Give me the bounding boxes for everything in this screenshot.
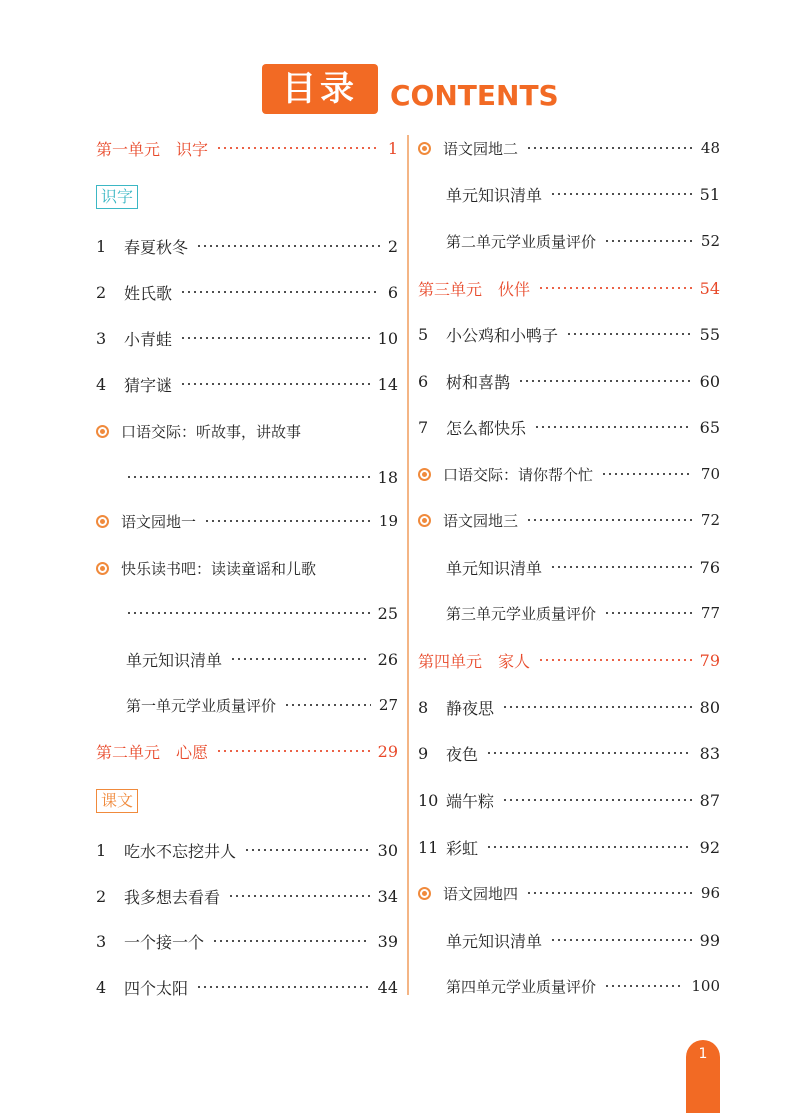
toc-unit-2[interactable]	[96, 739, 398, 763]
unit-label: 第四单元 家人	[418, 651, 531, 671]
page-number: 10	[377, 328, 398, 348]
lesson-title: 夜色	[446, 744, 479, 764]
lesson-number: 4	[96, 374, 107, 394]
toc-item[interactable]	[96, 234, 398, 258]
toc-item[interactable]	[96, 280, 398, 304]
leader-dots	[486, 846, 692, 848]
item-title: 快乐读书吧：读读童谣和儿歌	[121, 559, 317, 578]
toc-item-garden-3[interactable]	[418, 508, 720, 532]
item-title: 语文园地四	[443, 884, 519, 903]
lesson-number: 1	[96, 840, 107, 860]
circle-bullet-icon	[418, 514, 431, 527]
leader-dots	[534, 426, 692, 428]
toc-item-reading-1[interactable]	[96, 556, 398, 580]
toc-item-oral-1-page[interactable]	[126, 465, 398, 489]
lesson-number: 7	[418, 417, 429, 437]
unit-label: 第一单元 识字	[96, 139, 209, 159]
item-title: 语文园地一	[121, 512, 197, 531]
page-number: 29	[377, 741, 398, 761]
page-number: 60	[699, 371, 720, 391]
page-number: 76	[699, 557, 720, 577]
page-number: 96	[700, 884, 720, 902]
page-number: 39	[377, 931, 398, 951]
toc-item[interactable]	[96, 929, 398, 953]
circle-bullet-icon	[418, 887, 431, 900]
toc-item[interactable]	[418, 695, 720, 719]
leader-dots	[230, 658, 370, 660]
section-tag-shizi: 识字	[96, 185, 138, 209]
page-number: 44	[377, 977, 398, 997]
column-divider	[407, 135, 409, 995]
page-number: 99	[699, 930, 720, 950]
lesson-title: 猜字谜	[124, 375, 173, 395]
leader-dots	[216, 750, 370, 752]
leader-dots	[526, 519, 693, 521]
section-tag-kewen: 课文	[96, 789, 138, 813]
item-title: 第一单元学业质量评价	[126, 696, 277, 715]
circle-bullet-icon	[418, 468, 431, 481]
lesson-title: 吃水不忘挖井人	[124, 841, 237, 861]
page-number: 87	[699, 790, 720, 810]
leader-dots	[212, 940, 370, 942]
item-title: 第三单元学业质量评价	[446, 604, 597, 623]
leader-dots	[244, 849, 370, 851]
toc-item[interactable]	[96, 975, 398, 999]
page-number: 48	[700, 139, 720, 157]
page-number: 65	[699, 417, 720, 437]
leader-dots	[526, 147, 693, 149]
item-title: 第二单元学业质量评价	[446, 232, 597, 251]
lesson-title: 春夏秋冬	[124, 237, 189, 257]
lesson-title: 小青蛙	[124, 329, 173, 349]
circle-bullet-icon	[418, 142, 431, 155]
toc-item[interactable]	[418, 788, 720, 812]
page-number: 34	[377, 886, 398, 906]
item-title: 语文园地二	[443, 139, 519, 158]
leader-dots	[550, 939, 692, 941]
page-number: 92	[699, 837, 720, 857]
toc-item[interactable]	[96, 884, 398, 908]
leader-dots	[216, 147, 380, 149]
item-title: 单元知识清单	[126, 650, 223, 670]
leader-dots	[228, 895, 370, 897]
toc-item-garden-2[interactable]	[418, 136, 720, 160]
page-number: 79	[699, 650, 720, 670]
leader-dots	[126, 612, 370, 614]
unit-label: 第三单元 伙伴	[418, 279, 531, 299]
leader-dots	[601, 473, 693, 475]
toc-item[interactable]	[96, 326, 398, 350]
page-number: 100	[691, 977, 720, 995]
lesson-title: 彩虹	[446, 838, 479, 858]
item-title: 单元知识清单	[446, 931, 543, 951]
leader-dots	[604, 240, 693, 242]
toc-item-oral-3[interactable]	[418, 462, 720, 486]
page-number: 6	[387, 282, 398, 302]
leader-dots	[538, 287, 692, 289]
page-number: 27	[378, 696, 398, 714]
lesson-title: 我多想去看看	[124, 887, 221, 907]
toc-item-evaluation-4[interactable]	[446, 974, 720, 998]
lesson-number: 3	[96, 328, 107, 348]
page-number: 70	[700, 465, 720, 483]
toc-item-evaluation-1[interactable]	[126, 693, 398, 717]
page-number: 30	[377, 840, 398, 860]
leader-dots	[550, 566, 692, 568]
leader-dots	[180, 383, 370, 385]
lesson-number: 5	[418, 324, 429, 344]
lesson-title: 端午粽	[446, 791, 495, 811]
page-number: 52	[700, 232, 720, 250]
toc-item-evaluation-2[interactable]	[446, 229, 720, 253]
leader-dots	[204, 520, 371, 522]
page-number: 14	[377, 374, 398, 394]
leader-dots	[550, 193, 692, 195]
toc-unit-4[interactable]	[418, 648, 720, 672]
lesson-title: 四个太阳	[124, 978, 189, 998]
lesson-number: 9	[418, 743, 429, 763]
leader-dots	[566, 333, 692, 335]
leader-dots	[502, 799, 692, 801]
page-number: 51	[699, 184, 720, 204]
lesson-title: 怎么都快乐	[446, 418, 527, 438]
toc-item[interactable]	[418, 415, 720, 439]
leader-dots	[196, 245, 380, 247]
leader-dots	[196, 986, 370, 988]
lesson-number: 3	[96, 931, 107, 951]
leader-dots	[604, 612, 693, 614]
toc-item[interactable]	[418, 835, 720, 859]
page-number: 19	[378, 512, 398, 530]
leader-dots	[538, 659, 692, 661]
toc-item-garden-1[interactable]	[96, 509, 398, 533]
page-number: 18	[377, 467, 398, 487]
toc-unit-3[interactable]	[418, 276, 720, 300]
page-number: 80	[699, 697, 720, 717]
page-number: 77	[700, 604, 720, 622]
leader-dots	[486, 752, 692, 754]
leader-dots	[526, 892, 693, 894]
item-title: 口语交际：听故事，讲故事	[121, 422, 302, 441]
lesson-title: 静夜思	[446, 698, 495, 718]
lesson-title: 一个接一个	[124, 932, 205, 952]
item-title: 单元知识清单	[446, 185, 543, 205]
circle-bullet-icon	[96, 562, 109, 575]
circle-bullet-icon	[96, 425, 109, 438]
toc-item-garden-4[interactable]	[418, 881, 720, 905]
toc-item[interactable]	[418, 369, 720, 393]
contents-title-en: CONTENTS	[390, 79, 559, 112]
toc-item[interactable]	[96, 372, 398, 396]
toc-item[interactable]	[418, 322, 720, 346]
lesson-number: 1	[96, 236, 107, 256]
lesson-number: 8	[418, 697, 429, 717]
leader-dots	[284, 704, 371, 706]
page-number: 54	[699, 278, 720, 298]
toc-item[interactable]	[418, 741, 720, 765]
leader-dots	[518, 380, 692, 382]
lesson-number: 4	[96, 977, 107, 997]
page-number: 25	[377, 603, 398, 623]
toc-item[interactable]	[96, 838, 398, 862]
lesson-number: 6	[418, 371, 429, 391]
lesson-title: 树和喜鹊	[446, 372, 511, 392]
toc-unit-1[interactable]	[96, 136, 398, 160]
toc-item-reading-1-page[interactable]	[126, 601, 398, 625]
toc-item-knowledge-3[interactable]	[446, 555, 720, 579]
lesson-title: 小公鸡和小鸭子	[446, 325, 559, 345]
lesson-number: 10	[418, 790, 439, 810]
lesson-number: 11	[418, 837, 439, 857]
contents-title-cn: 目录	[262, 64, 378, 114]
page-number: 1	[387, 138, 398, 158]
page-number: 83	[699, 743, 720, 763]
lesson-number: 2	[96, 282, 107, 302]
page-number: 72	[700, 511, 720, 529]
leader-dots	[126, 476, 370, 478]
leader-dots	[180, 291, 380, 293]
leader-dots	[180, 337, 370, 339]
leader-dots	[502, 706, 692, 708]
toc-item-knowledge-1[interactable]	[126, 647, 398, 671]
lesson-title: 姓氏歌	[124, 283, 173, 303]
page-number-tab: 1	[686, 1040, 720, 1113]
item-title: 语文园地三	[443, 511, 519, 530]
page-number: 55	[699, 324, 720, 344]
item-title: 单元知识清单	[446, 558, 543, 578]
item-title: 第四单元学业质量评价	[446, 977, 597, 996]
item-title: 口语交际：请你帮个忙	[443, 465, 594, 484]
page-number: 2	[387, 236, 398, 256]
lesson-number: 2	[96, 886, 107, 906]
circle-bullet-icon	[96, 515, 109, 528]
page-number: 26	[377, 649, 398, 669]
unit-label: 第二单元 心愿	[96, 742, 209, 762]
leader-dots	[604, 985, 683, 987]
toc-item-knowledge-2[interactable]	[446, 182, 720, 206]
toc-item-knowledge-4[interactable]	[446, 928, 720, 952]
toc-item-oral-1[interactable]	[96, 419, 398, 443]
toc-item-evaluation-3[interactable]	[446, 601, 720, 625]
